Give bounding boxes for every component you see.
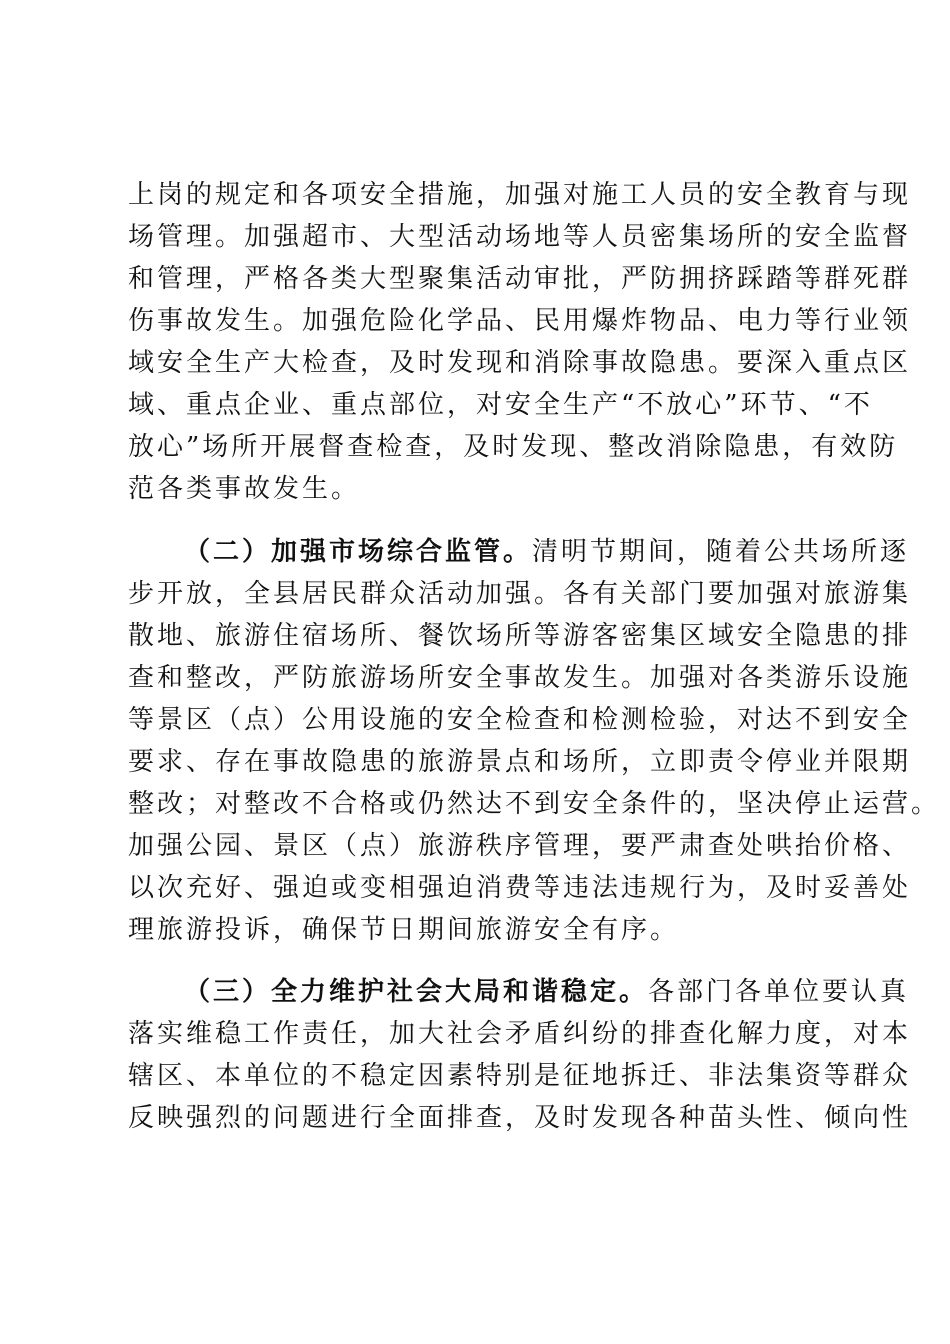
paragraph-line: 步开放，全县居民群众活动加强。各有关部门要加强对旅游集 [128,579,912,609]
paragraph-line: 等景区（点）公用设施的安全检查和检测检验，对达不到安全 [128,705,912,735]
paragraph-line: 范各类事故发生。 [128,474,361,504]
paragraph-line: 场管理。加强超市、大型活动场地等人员密集场所的安全监督 [128,222,912,252]
paragraph-line: 辖区、本单位的不稳定因素特别是征地拆迁、非法集资等群众 [128,1061,912,1091]
paragraph-line: 以次充好、强迫或变相强迫消费等违法违规行为，及时妥善处 [128,873,912,903]
paragraph-line: 伤事故发生。加强危险化学品、民用爆炸物品、电力等行业领 [128,306,912,336]
paragraph-line: 落实维稳工作责任，加大社会矛盾纠纷的排查化解力度，对本 [128,1019,912,1049]
paragraph-line: 反映强烈的问题进行全面排查，及时发现各种苗头性、倾向性 [128,1103,912,1133]
section-two-first-text: 清明节期间，随着公共场所逐 [532,537,910,567]
paragraph-line: 域、重点企业、重点部位，对安全生产“不放心”环节、“不 [128,390,873,420]
paragraph-line: 整改；对整改不合格或仍然达不到安全条件的，坚决停止运营。 [128,789,941,819]
paragraph-line: 和管理，严格各类大型聚集活动审批，严防拥挤踩踏等群死群 [128,264,912,294]
paragraph-line: 散地、旅游住宿场所、餐饮场所等游客密集区域安全隐患的排 [128,621,912,651]
paragraph-line: 理旅游投诉，确保节日期间旅游安全有序。 [128,915,680,945]
section-three-first-line [184,972,910,1012]
section-two-heading: （二）加强市场综合监管。 [184,537,533,567]
paragraph-line: 放心”场所开展督查检查，及时发现、整改消除隐患，有效防 [128,432,899,462]
section-two-first-line [184,532,910,572]
paragraph-line: 域安全生产大检查，及时发现和消除事故隐患。要深入重点区 [128,348,912,378]
section-three-heading: （三）全力维护社会大局和谐稳定。 [184,977,649,1007]
paragraph-line: 查和整改，严防旅游场所安全事故发生。加强对各类游乐设施 [128,663,912,693]
section-three-first-text: 各部门各单位要认真 [648,977,910,1007]
paragraph-line: 加强公园、景区（点）旅游秩序管理，要严肃查处哄抬价格、 [128,831,912,861]
paragraph-line: 要求、存在事故隐患的旅游景点和场所，立即责令停业并限期 [128,747,912,777]
paragraph-line: 上岗的规定和各项安全措施，加强对施工人员的安全教育与现 [128,180,912,210]
